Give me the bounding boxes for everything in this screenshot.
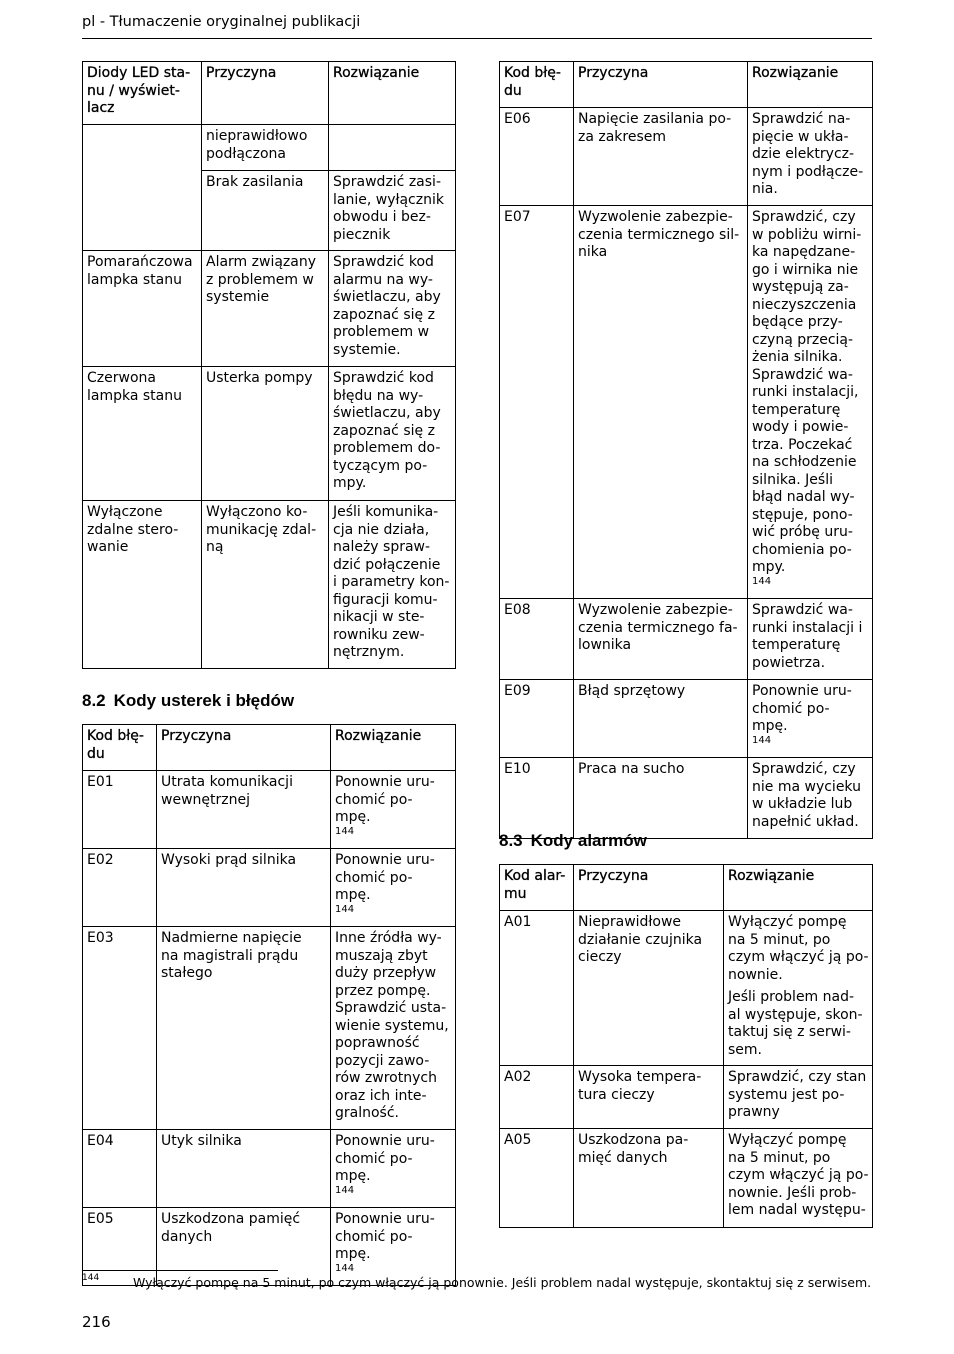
table-cell: E07 <box>500 206 574 599</box>
page-header-text: pl - Tłumaczenie oryginalnej publikacji <box>82 14 361 30</box>
column-header: Diody LED sta- nu / wyświet- lacz <box>83 62 202 125</box>
section-heading-8-2 <box>82 691 294 711</box>
table-cell: Ponownie uru- chomić po- mpę. $^{144}$ <box>331 1208 456 1286</box>
table-cell: A05 <box>500 1129 574 1228</box>
table-row <box>83 251 456 367</box>
table-cell: A02 <box>500 1066 574 1129</box>
table-cell: Sprawdzić wa- runki instalacji i temperaturę powietrza. <box>748 599 873 680</box>
table-cell: Brak zasilania <box>202 171 329 251</box>
table-cell: Ponownie uru- chomić po- mpę. $^{144}$ <box>331 849 456 927</box>
table-cell: Inne źródła wy- muszają zbyt duży przepływ przez pompę. Sprawdzić usta- wienie systemu, poprawność pozycji zawo- rów zwrotnych oraz ich inte- gralność. <box>331 927 456 1130</box>
table-cell: Sprawdzić zasi- lanie, wyłącznik obwodu i bez- piecznik <box>329 171 456 251</box>
table-cell: Wyzwolenie zabezpie- czenia termicznego fa- lownika <box>574 599 748 680</box>
table-cell: Wyłączyć pompę na 5 minut, po czym włączyć ją po- nownie. Jeśli problem nad- al występuje, skon- taktuj się z serwi- sem. <box>724 911 873 1066</box>
table-cell: E04 <box>83 1130 157 1208</box>
table-cell: E06 <box>500 108 574 206</box>
column-header: Rozwiązanie <box>724 865 873 911</box>
table-row <box>83 1130 456 1208</box>
table-cell: E10 <box>500 758 574 839</box>
column-header: Kod błę- du <box>83 725 157 771</box>
table-cell: Uszkodzona pa- mięć danych <box>574 1129 724 1228</box>
column-header: Przyczyna <box>157 725 331 771</box>
table-cell: Jeśli komunika- cja nie działa, należy spraw- dzić połączenie i parametry kon- figuracji komu- nikacji w ste- rowniku zew- nętrznym. <box>329 501 456 669</box>
error-codes-table-left <box>82 724 456 1286</box>
footnote-ref: 144 <box>335 825 355 837</box>
table-cell: Wyzwolenie zabezpie- czenia termicznego sil- nika <box>574 206 748 599</box>
table-row <box>500 911 873 1066</box>
table-cell: Ponownie uru- chomić po- mpę. $^{144}$ <box>331 1130 456 1208</box>
table-cell: Ponownie uru- chomić po- mpę. $^{144}$ <box>331 771 456 849</box>
table-cell: E08 <box>500 599 574 680</box>
table-row <box>500 599 873 680</box>
table-row <box>500 680 873 758</box>
footnote-ref: 144 <box>752 734 772 746</box>
column-header: Rozwiązanie <box>329 62 456 125</box>
table-cell: E02 <box>83 849 157 927</box>
table-cell: E05 <box>83 1208 157 1286</box>
table-cell: Nadmierne napięcie na magistrali prądu stałego <box>157 927 331 1130</box>
led-status-table <box>82 61 456 669</box>
table-cell: Alarm związany z problemem w systemie <box>202 251 329 367</box>
table-cell: Utyk silnika <box>157 1130 331 1208</box>
table-cell: Sprawdzić, czy w pobliżu wirni- ka napędzane- go i wirnika nie występują za- nieczyszczenia będące przy- czyną przecią- żenia silnika. Sprawdzić wa- runki instalacji, temperaturę wody i powie- trza. Poczekać na schłodzenie silnika. Jeśli błąd nadal wy- stępuje, pono- wić próbę uru- chomienia po- mpy. $^{144}$ <box>748 206 873 599</box>
table-cell: nieprawidłowo podłączona <box>202 125 329 171</box>
footnote-mark: 144 <box>82 1273 100 1283</box>
column-header: Przyczyna <box>574 865 724 911</box>
footnote-divider <box>82 1270 278 1271</box>
error-codes-table-right <box>499 61 873 839</box>
footnote-ref: 144 <box>335 1262 355 1274</box>
table-cell: Sprawdzić na- pięcie w ukła- dzie elektrycz- nym i podłącze- nia. <box>748 108 873 206</box>
table-cell: Wysoki prąd silnika <box>157 849 331 927</box>
page-header <box>82 14 872 39</box>
table-cell <box>329 125 456 171</box>
table-cell: Uszkodzona pamięć danych <box>157 1208 331 1286</box>
table-cell: E01 <box>83 771 157 849</box>
table-cell: Ponownie uru- chomić po- mpę. $^{144}$ <box>748 680 873 758</box>
table-cell: Wyłączono ko- munikację zdal- ną <box>202 501 329 669</box>
column-header: Przyczyna <box>202 62 329 125</box>
table-cell: Wyłączyć pompę na 5 minut, po czym włączyć ją po- nownie. Jeśli prob- lem nadal występu- <box>724 1129 873 1228</box>
table-cell: Pomarańczowa lampka stanu <box>83 251 202 367</box>
section-number: 8.3 <box>499 831 523 850</box>
column-header: Rozwiązanie <box>331 725 456 771</box>
column-header: Przyczyna <box>574 62 748 108</box>
section-title: Kody alarmów <box>530 831 647 850</box>
section-number: 8.2 <box>82 691 106 710</box>
table-row <box>500 108 873 206</box>
table-row <box>83 501 456 669</box>
alarm-codes-table <box>499 864 873 1228</box>
table-row <box>500 1066 873 1129</box>
table-cell: Praca na sucho <box>574 758 748 839</box>
table-row <box>83 849 456 927</box>
table-cell: Wyłączone zdalne stero- wanie <box>83 501 202 669</box>
table-cell: Sprawdzić, czy nie ma wycieku w układzie lub napełnić układ. <box>748 758 873 839</box>
table-row <box>500 1129 873 1228</box>
table-header-row <box>500 865 873 911</box>
footnote-ref: 144 <box>335 1184 355 1196</box>
table-row <box>83 367 456 501</box>
table-cell: Sprawdzić kod błędu na wy- świetlaczu, aby zapoznać się z problemem do- tyczącym po- mpy. <box>329 367 456 501</box>
table-row <box>83 771 456 849</box>
table-row <box>500 758 873 839</box>
table-row <box>83 125 456 171</box>
table-cell <box>83 125 202 251</box>
footnote-ref: 144 <box>335 903 355 915</box>
table-cell: Nieprawidłowe działanie czujnika cieczy <box>574 911 724 1066</box>
table-cell: Utrata komunikacji wewnętrznej <box>157 771 331 849</box>
column-header: Rozwiązanie <box>748 62 873 108</box>
table-cell: E09 <box>500 680 574 758</box>
table-header-row <box>500 62 873 108</box>
table-cell: Sprawdzić kod alarmu na wy- świetlaczu, aby zapoznać się z problemem w systemie. <box>329 251 456 367</box>
table-cell: Sprawdzić, czy stan systemu jest po- prawny <box>724 1066 873 1129</box>
table-cell: A01 <box>500 911 574 1066</box>
table-header-row <box>83 725 456 771</box>
section-title: Kody usterek i błędów <box>113 691 295 710</box>
table-row <box>83 1208 456 1286</box>
section-heading-8-3 <box>499 831 647 851</box>
column-header: Kod alar- mu <box>500 865 574 911</box>
table-cell: Usterka pompy <box>202 367 329 501</box>
table-row <box>83 927 456 1130</box>
footnote-ref: 144 <box>752 575 772 587</box>
table-cell: Napięcie zasilania po- za zakresem <box>574 108 748 206</box>
footnote-text: Wyłączyć pompę na 5 minut, po czym włączyć ją ponownie. Jeśli problem nadal występuje, skontaktuj się z serwisem. <box>133 1275 872 1290</box>
table-row <box>500 206 873 599</box>
table-header-row <box>83 62 456 125</box>
column-header: Kod błę- du <box>500 62 574 108</box>
table-cell: Błąd sprzętowy <box>574 680 748 758</box>
table-cell: E03 <box>83 927 157 1130</box>
cell-extra-paragraph: Jeśli problem nad- al występuje, skon- taktuj się z serwi- sem. <box>728 989 863 1058</box>
page-number: 216 <box>82 1313 111 1331</box>
table-cell: Wysoka tempera- tura cieczy <box>574 1066 724 1129</box>
table-cell: Czerwona lampka stanu <box>83 367 202 501</box>
